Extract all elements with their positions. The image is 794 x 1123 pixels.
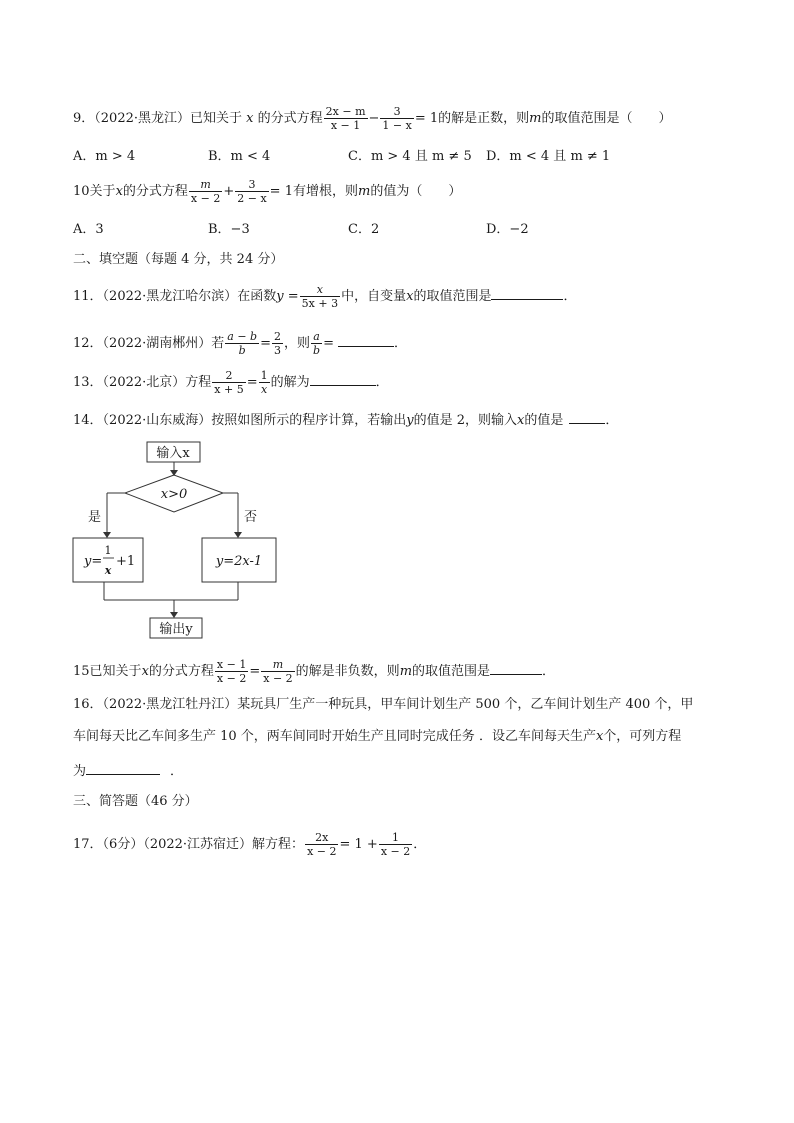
question-10 — [73, 178, 461, 205]
q12-number: 12． — [73, 336, 103, 351]
q10-option-d[interactable]: D．−2 — [486, 222, 529, 237]
q11-lhs: y = — [276, 289, 299, 304]
q16-var-x: x — [595, 729, 604, 744]
q10-text-b: 的分式方程 — [122, 184, 188, 199]
q10-plus: + — [223, 184, 235, 199]
question-16-line-1: 16．（2022·黑龙江牡丹江）某玩具厂生产一种玩具，甲车间计划生产 500 个，乙车间计划生产 400 个，甲 — [73, 697, 694, 712]
flow-decision-diamond — [125, 475, 223, 512]
q9-fraction-2: $\frac{3}{1 - x}$ — [382, 105, 412, 132]
q9-option-a[interactable]: A．m > 4 — [73, 149, 136, 164]
q14-source: （2022·山东威海） — [102, 413, 212, 428]
flow-input-label: 输入x — [156, 446, 190, 461]
q15-answer-blank[interactable] — [490, 660, 542, 675]
flow-no-label: 否 — [244, 510, 258, 525]
q12-text: 若 — [211, 336, 225, 351]
question-9 — [73, 105, 671, 132]
q17-text: 解方程： — [252, 837, 305, 852]
flow-input-box — [147, 442, 200, 462]
q13-text-b: 的解为 — [270, 375, 310, 390]
q12-fraction-2: $\frac{2}{3}$ — [274, 330, 281, 357]
q15-text: 已知关于 — [89, 664, 142, 679]
question-17: 17．（6分）（2022·江苏宿迁）解方程： $\frac{2x}{x - 2}$ = 1 + $\frac{1}{x - 2}$ ． — [73, 831, 427, 858]
flow-left-tail: +1 — [116, 554, 136, 569]
q11-fraction: $\frac{x}{5x + 3}$ — [301, 283, 339, 310]
q15-text-d: 的取值范围是 — [412, 664, 491, 679]
q14-answer-blank[interactable] — [569, 409, 605, 424]
q9-fraction-1: $\frac{2x - m}{x - 1}$ — [325, 105, 366, 132]
q9-var-m: m — [529, 111, 542, 126]
q13-source: （2022·北京） — [102, 375, 186, 390]
q16-text-b: 个，可列方程 — [603, 729, 682, 744]
question-12: 12．（2022·湖南郴州）若 $\frac{a - b}{b}$ = $\frac{2}{3}$ ，则 $\frac{a}{b}$ = ． — [73, 330, 407, 357]
flow-output-box — [150, 618, 202, 638]
q9-minus: − — [368, 111, 380, 126]
q17-fraction-1: $\frac{2x}{x - 2}$ — [307, 831, 337, 858]
q16-answer-blank[interactable] — [86, 760, 160, 775]
q14-number: 14． — [73, 413, 103, 428]
q14-text-c: 的值是 — [524, 413, 564, 428]
flow-condition-label: x>0 — [160, 487, 188, 502]
q12-answer-blank[interactable] — [338, 332, 394, 347]
q11-text-b: 中，自变量 — [341, 289, 407, 304]
q16-text-c: 为 — [73, 764, 87, 779]
q15-fraction-2: $\frac{m}{x - 2}$ — [263, 658, 293, 685]
flow-right-box — [202, 538, 276, 582]
section-3-title: 三、简答题（46 分） — [73, 794, 198, 809]
question-16-line-2 — [73, 727, 681, 747]
q10-option-c[interactable]: C．2 — [348, 222, 380, 237]
flow-left-lhs: y= — [84, 554, 103, 569]
q9-text: 已知关于 — [190, 111, 243, 126]
q9-rhs: = 1 — [414, 111, 439, 126]
q12-source: （2022·湖南郴州） — [102, 336, 212, 351]
question-11: 11．（2022·黑龙江哈尔滨）在函数y = $\frac{x}{5x + 3}$ 中，自变量x的取值范围是 ． — [73, 283, 577, 310]
q9-source: （2022·黑龙江） — [94, 111, 190, 126]
q11-number: 11． — [73, 289, 103, 304]
q17-score: （6分） — [102, 837, 144, 852]
q17-number: 17． — [73, 837, 103, 852]
q16-text-a: 车间每天比乙车间多生产 10 个，两车间同时开始生产且同时完成任务 ．设乙车间每天生产 — [73, 729, 596, 744]
question-13: 13．（2022·北京）方程 $\frac{2}{x + 5}$ = $\frac{1}{x}$ 的解为 ． — [73, 369, 389, 396]
q9-option-c[interactable]: C．m > 4 且 m ≠ 5 — [348, 149, 472, 164]
q12-text-b: ，则 — [284, 336, 311, 351]
q11-var-x: x — [406, 289, 414, 304]
q10-text-d: 的值为（ ） — [370, 184, 462, 199]
q9-number: 9． — [73, 111, 95, 126]
question-14: 14．（2022·山东威海）按照如图所示的程序计算，若输出y的值是 2，则输入x的值是 ． — [73, 409, 618, 431]
question-16-line-3: 为 ． — [73, 760, 183, 782]
q10-var-m: m — [357, 184, 371, 199]
q13-text: 方程 — [185, 375, 212, 390]
flow-left-den: x — [104, 564, 112, 577]
flow-yes-label: 是 — [88, 510, 102, 525]
q13-fraction-1: $\frac{2}{x + 5}$ — [214, 369, 244, 396]
q13-number: 13． — [73, 375, 103, 390]
q9-text-c: 的解是正数，则 — [438, 111, 530, 126]
q9-option-d[interactable]: D．m < 4 且 m ≠ 1 — [486, 149, 611, 164]
q10-rhs: = 1 — [269, 184, 293, 199]
q9-text-b: 的分式方程 — [257, 111, 323, 126]
q14-text: 按照如图所示的程序计算，若输出 — [211, 413, 407, 428]
q15-var-x: x — [141, 664, 149, 679]
q17-fraction-2: $\frac{1}{x - 2}$ — [380, 831, 411, 858]
q10-text-c: 有增根，则 — [292, 184, 358, 199]
q15-text-b: 的分式方程 — [148, 664, 214, 679]
q11-text-c: 的取值范围是 — [413, 289, 492, 304]
q17-source: （2022·江苏宿迁） — [143, 837, 253, 852]
q15-number: 15 — [73, 664, 90, 679]
q9-var-x: x — [246, 111, 254, 126]
q10-var-x: x — [115, 184, 123, 199]
q10-number: 10 — [73, 184, 90, 199]
q9-text-d: 的取值范围是（ ） — [541, 111, 672, 126]
q11-source: （2022·黑龙江哈尔滨） — [102, 289, 238, 304]
flow-output-label: 输出y — [159, 622, 193, 637]
q14-var-x: x — [517, 413, 525, 428]
section-2-title: 二、填空题（每题 4 分，共 24 分） — [73, 252, 284, 267]
q10-text: 关于 — [89, 184, 116, 199]
q15-var-m: m — [399, 664, 413, 679]
q12-fraction-1: $\frac{a - b}{b}$ — [227, 330, 258, 357]
q11-answer-blank[interactable] — [491, 285, 563, 300]
q15-fraction-1: $\frac{x - 1}{x - 2}$ — [216, 658, 247, 685]
flow-left-num: 1 — [104, 544, 112, 557]
q10-fraction-2: $\frac{3}{2 - x}$ — [237, 178, 267, 205]
flow-right-formula: y=2x-1 — [215, 554, 263, 569]
q15-text-c: 的解是非负数，则 — [295, 664, 400, 679]
question-15: 15已知关于x的分式方程 $\frac{x - 1}{x - 2}$ = $\frac{m}{x - 2}$ 的解是非负数，则m的取值范围是 ． — [73, 658, 556, 685]
q10-option-b[interactable]: B．−3 — [208, 222, 250, 237]
q10-option-a[interactable]: A．3 — [73, 222, 104, 237]
q12-fraction-3: $\frac{a}{b}$ — [313, 330, 321, 357]
q11-text: 在函数 — [237, 289, 277, 304]
q14-text-b: 的值是 2，则输入 — [413, 413, 518, 428]
q13-answer-blank[interactable] — [310, 371, 376, 386]
q14-var-y: y — [406, 413, 414, 428]
q13-fraction-2: $\frac{1}{x}$ — [260, 369, 268, 396]
q10-fraction-1: $\frac{m}{x - 2}$ — [190, 178, 221, 205]
q9-option-b[interactable]: B．m < 4 — [208, 149, 271, 164]
flow-left-box — [73, 538, 143, 582]
